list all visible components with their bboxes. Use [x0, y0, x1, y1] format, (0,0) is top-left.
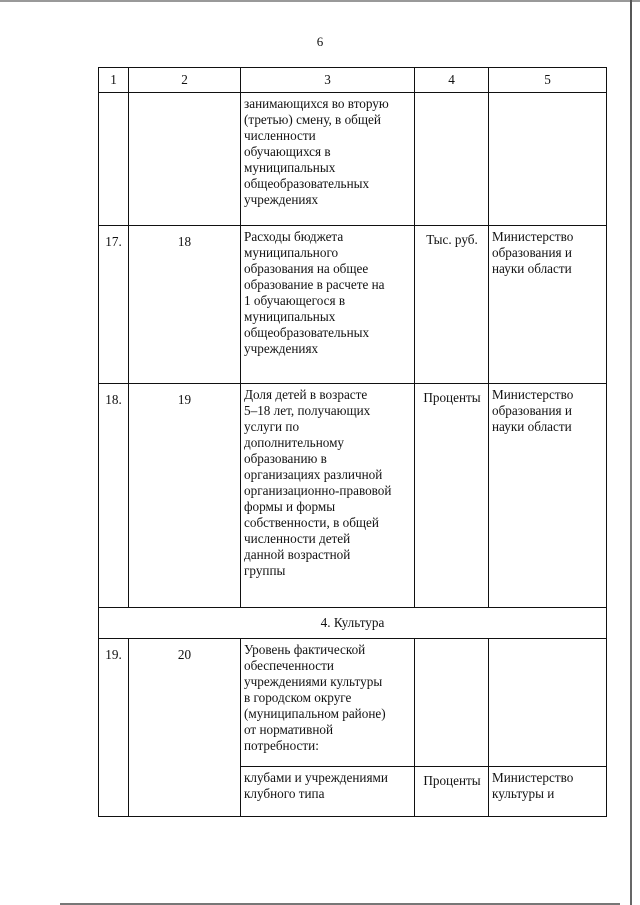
- table-row: [99, 226, 607, 384]
- table-row: [99, 93, 607, 226]
- section-row: [99, 608, 607, 639]
- section-title: 4. Культура: [99, 608, 607, 639]
- scan-edge-top: [0, 0, 640, 2]
- ministry-cell: Министерство образования и науки области: [489, 226, 607, 384]
- table-row: [99, 384, 607, 608]
- sub-indicator-cell: клубами и учреждениями клубного типа: [241, 767, 415, 817]
- header-cell: 3: [241, 68, 415, 93]
- table-row: [99, 639, 607, 767]
- row-code-cell: 19: [129, 384, 241, 608]
- header-cell: 1: [99, 68, 129, 93]
- unit-cell: [415, 639, 489, 767]
- unit-cell: Проценты: [415, 384, 489, 608]
- ministry-cell: [489, 639, 607, 767]
- row-code-cell: 20: [129, 639, 241, 817]
- row-num-cell: 17.: [99, 226, 129, 384]
- indicator-cell: Доля детей в возрасте 5–18 лет, получающих услуги по дополнительному образованию в организациях различной организационно-правовой формы и формы собственности, в общей численности детей данной возрастной группы: [241, 384, 415, 608]
- row-num-cell: 18.: [99, 384, 129, 608]
- unit-cell: Проценты: [415, 767, 489, 817]
- unit-cell: Тыс. руб.: [415, 226, 489, 384]
- unit-cell: [415, 93, 489, 226]
- scan-edge-right: [630, 0, 632, 905]
- row-num-cell: [99, 93, 129, 226]
- indicator-cell: Расходы бюджета муниципального образования на общее образование в расчете на 1 обучающегося в муниципальных общеобразовательных учреждениях: [241, 226, 415, 384]
- page-number: 6: [316, 34, 324, 49]
- ministry-cell: Министерство культуры и: [489, 767, 607, 817]
- row-num-cell: 19.: [99, 639, 129, 817]
- indicator-cell: Уровень фактической обеспеченности учреждениями культуры в городском округе (муниципальном районе) от нормативной потребности:: [241, 639, 415, 767]
- table-header-row: [99, 68, 607, 93]
- ministry-cell: [489, 93, 607, 226]
- indicators-table: [98, 67, 607, 817]
- ministry-cell: Министерство образования и науки области: [489, 384, 607, 608]
- indicator-cell: занимающихся во вторую (третью) смену, в общей численности обучающихся в муниципальных общеобразовательных учреждениях: [241, 93, 415, 226]
- header-cell: 4: [415, 68, 489, 93]
- header-cell: 2: [129, 68, 241, 93]
- row-code-cell: 18: [129, 226, 241, 384]
- row-code-cell: [129, 93, 241, 226]
- header-cell: 5: [489, 68, 607, 93]
